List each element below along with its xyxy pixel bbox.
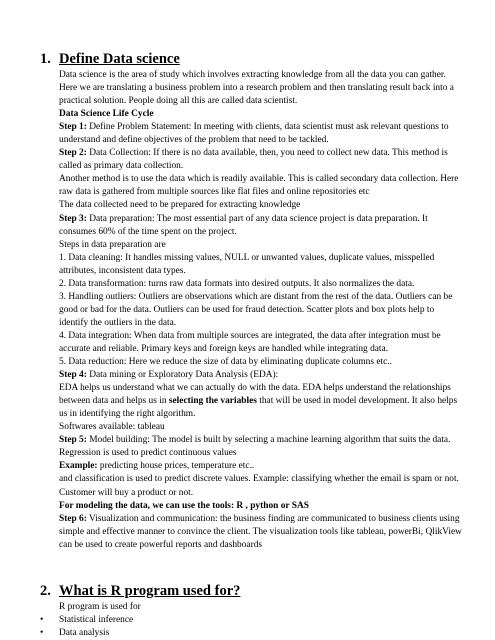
lifecycle-heading: Data Science Life Cycle xyxy=(59,109,154,120)
example-label: Example: xyxy=(59,461,98,472)
data-prepared-paragraph: The data collected need to be prepared for extracting knowledge xyxy=(59,200,301,211)
step-3-label: Step 3: xyxy=(59,213,87,224)
intro-paragraph: Data science is the area of study which involves extracting knowledge from all the data you can gather. Here we are translating a business problem into a research problem and then translating result back into a practical solution. People doing all this are called data scientist. xyxy=(59,70,454,107)
eda-text-before: EDA helps us understand what we can actually do with the data. EDA helps understand the relationships between data and helps us in xyxy=(59,383,451,407)
prep-step-3: 3. Handling outliers: Outliers are observations which are distant from the rest of the data. Outliers can be good or bad for the data. Outliers can be used for fraud detection. Scatter plots and box plots help to identify the outliers in the data. xyxy=(59,291,453,328)
section-2-number: 2. xyxy=(40,582,51,599)
section-1-heading xyxy=(40,50,465,68)
step-1-paragraph xyxy=(59,121,465,147)
step-6-paragraph xyxy=(59,513,465,552)
eda-text-after: that will be used in model development. It also helps us in identifying the right algorithm. xyxy=(59,396,458,420)
software-paragraph: Softwares available: tableau xyxy=(59,422,165,433)
step-5-text: Model building: The model is built by selecting a machine learning algorithm that suits the data. Regression is used to predict continuous values xyxy=(59,435,451,459)
list-item xyxy=(40,627,465,640)
step-6-text: Visualization and communication: the business finding are communicated to business clients using simple and effective manner to convince the client. The visualization tools like tableau, powerBi, QlikView can be used to create powerful reports and dashboards xyxy=(59,513,462,550)
section-2-heading xyxy=(40,582,465,600)
step-1-label: Step 1: xyxy=(59,122,87,133)
step-4-paragraph xyxy=(59,369,465,382)
step-4-text: Data mining or Exploratory Data Analysis (EDA): xyxy=(86,370,279,381)
step-2-text: Data Collection: If there is no data available, then, you need to collect new data. This method is called as primary data collection. xyxy=(59,148,448,172)
r-uses-list xyxy=(40,614,465,640)
step-3-paragraph xyxy=(59,213,465,239)
section-2-title: What is R program used for? xyxy=(59,582,241,599)
r-intro-paragraph: R program is used for xyxy=(59,601,141,612)
prep-steps-intro: Steps in data preparation are xyxy=(59,239,166,250)
step-5-paragraph xyxy=(59,434,465,460)
section-1-number: 1. xyxy=(40,51,51,67)
list-item xyxy=(40,614,465,627)
step-4-label: Step 4: xyxy=(59,370,87,381)
secondary-collection-paragraph: Another method is to use the data which is readily available. This is called secondary data collection. Here raw data is gathered from multiple sources like flat files and online repositories etc xyxy=(59,174,459,198)
example-text: predicting house prices, temperature etc.. xyxy=(97,461,255,472)
section-1-body xyxy=(40,69,465,552)
step-3-text: Data preparation: The most essential part of any data science project is data preparation. It consumes 60% of the time spent on the project. xyxy=(59,213,428,237)
step-6-label: Step 6: xyxy=(59,513,87,524)
eda-paragraph xyxy=(59,382,465,421)
modeling-tools-paragraph: For modeling the data, we can use the tools: R , python or SAS xyxy=(59,500,309,511)
prep-step-4: 4. Data integration: When data from multiple sources are integrated, the data after integration must be accurate and reliable. Primary keys and foreign keys are handled while integrating data. xyxy=(59,330,441,354)
eda-text-bold: selecting the variables xyxy=(168,396,257,407)
classification-paragraph: and classification is used to predict discrete values. Example: classifying whether the email is spam or not. Customer will buy a product or not. xyxy=(59,474,459,498)
section-2-body xyxy=(40,601,465,614)
step-1-text: Define Problem Statement: In meeting with clients, data scientist must ask relevant questions to understand and define objectives of the problem that need to be tackled. xyxy=(59,122,449,146)
list-item-text: Data analysis xyxy=(59,627,110,638)
bullet-icon: • xyxy=(40,614,44,625)
list-item-text: Statistical inference xyxy=(59,614,134,625)
prep-step-5: 5. Data reduction: Here we reduce the size of data by eliminating duplicate columns etc.. xyxy=(59,357,392,368)
example-paragraph xyxy=(59,460,465,473)
step-5-label: Step 5: xyxy=(59,435,87,446)
prep-step-2: 2. Data transformation: turns raw data formats into desired outputs. It also normalizes the data. xyxy=(59,278,415,289)
step-2-label: Step 2: xyxy=(59,148,87,159)
bullet-icon: • xyxy=(40,627,44,638)
prep-step-1: 1. Data cleaning: It handles missing values, NULL or unwanted values, duplicate values, misspelled attributes, inconsistent data types. xyxy=(59,252,435,276)
section-1-title: Define Data science xyxy=(59,51,180,67)
step-2-paragraph xyxy=(59,147,465,173)
